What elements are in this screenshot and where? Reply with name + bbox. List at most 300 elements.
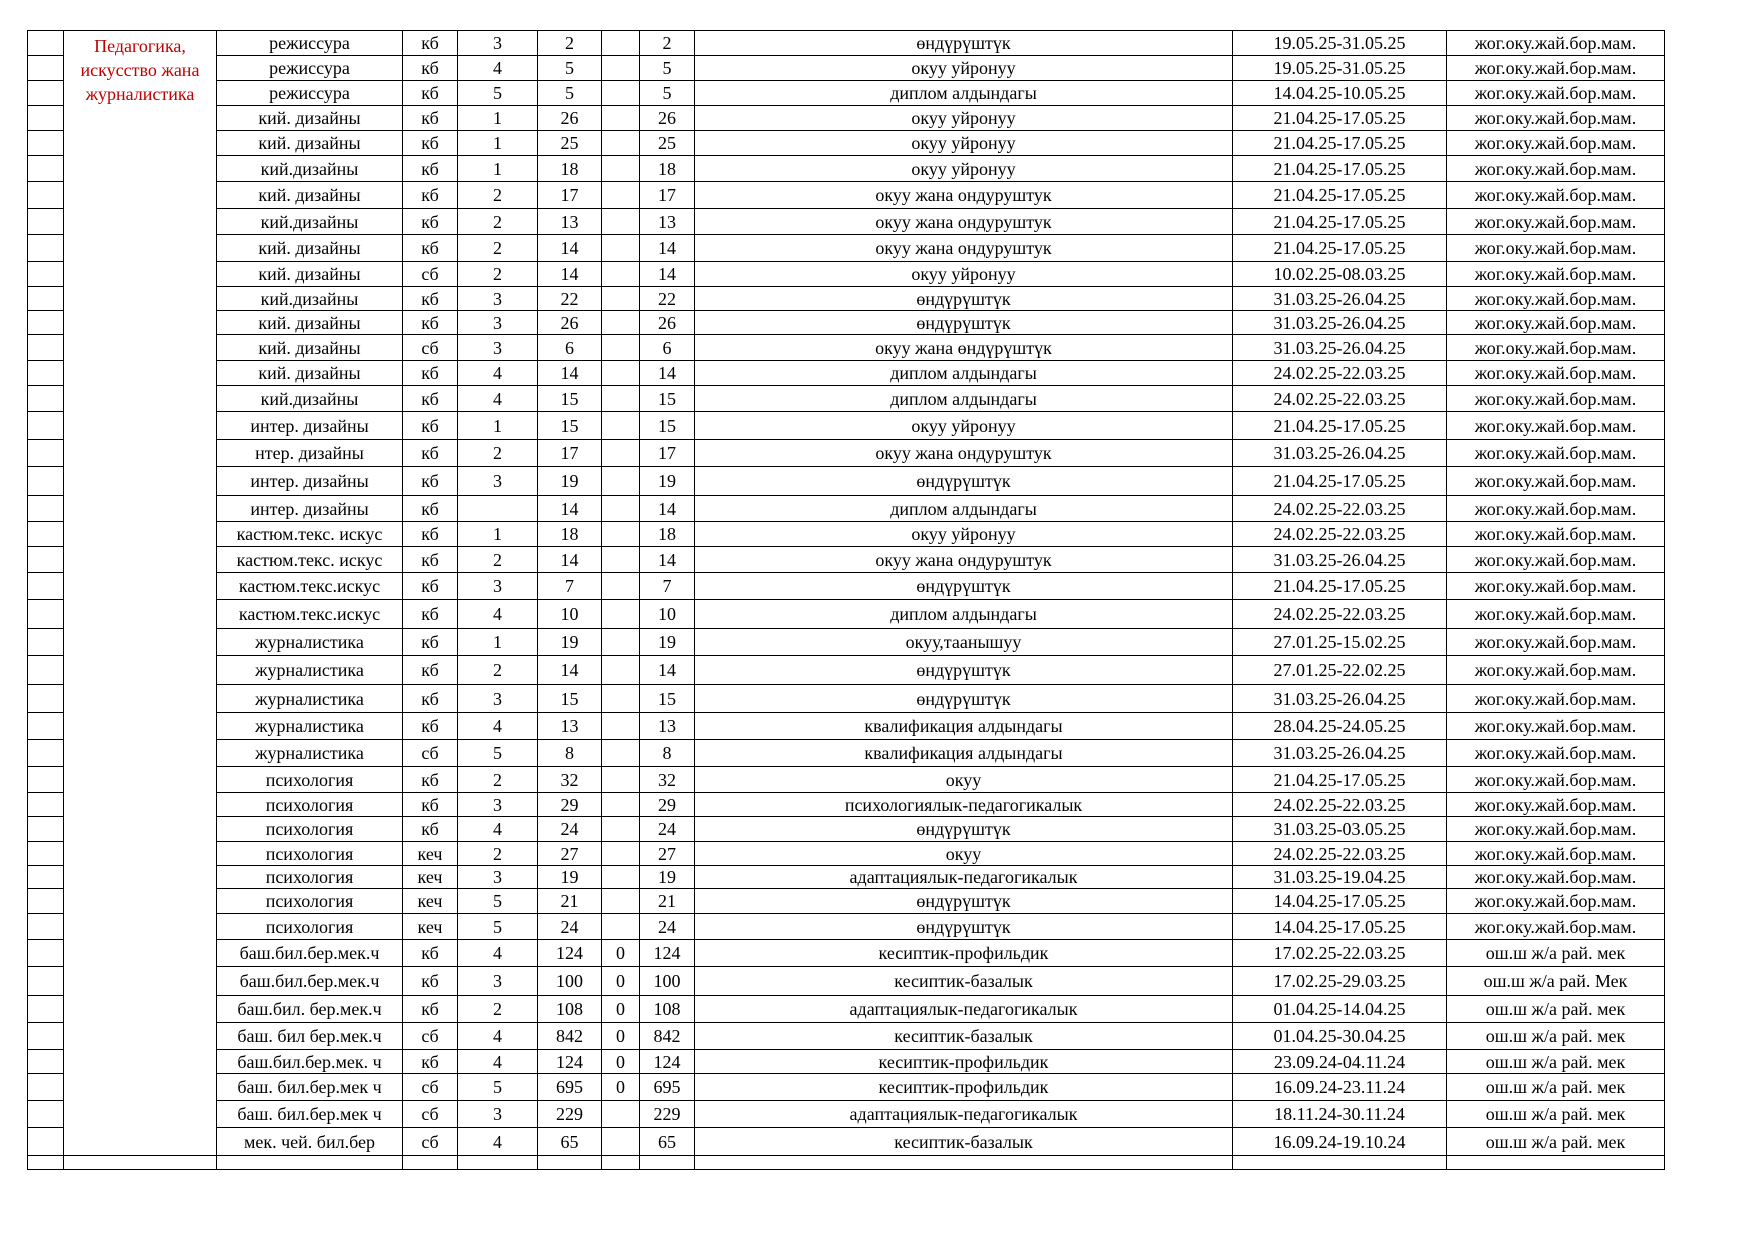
course-cell: 1 xyxy=(458,522,538,547)
row-number-cell xyxy=(28,817,64,842)
total-students-cell: 5 xyxy=(538,81,602,106)
student-count-cell: 842 xyxy=(640,1023,695,1050)
period-cell: 19.05.25-31.05.25 xyxy=(1233,31,1447,56)
place-cell: ош.ш ж/а рай. мек xyxy=(1447,940,1665,967)
practice-type-cell: өндүрүштүк xyxy=(695,817,1233,842)
student-count-cell: 29 xyxy=(640,793,695,817)
total-students-cell: 10 xyxy=(538,600,602,629)
course-cell: 1 xyxy=(458,412,538,440)
place-cell: жог.оку.жай.бор.мам. xyxy=(1447,656,1665,685)
period-cell: 31.03.25-26.04.25 xyxy=(1233,440,1447,467)
table-row xyxy=(28,1074,1665,1101)
total-students-cell: 19 xyxy=(538,467,602,496)
total-students-cell: 5 xyxy=(538,56,602,81)
row-number-cell xyxy=(28,793,64,817)
total-students-cell: 14 xyxy=(538,547,602,573)
study-form-cell: кб xyxy=(403,600,458,629)
student-count-cell: 26 xyxy=(640,106,695,131)
total-students-cell: 65 xyxy=(538,1128,602,1156)
practice-type-cell: окуу,таанышуу xyxy=(695,629,1233,656)
specialty-cell: кий. дизайны xyxy=(217,235,403,262)
place-cell: жог.оку.жай.бор.мам. xyxy=(1447,156,1665,182)
table-row xyxy=(28,56,1665,81)
total-students-cell: 695 xyxy=(538,1074,602,1101)
practice-type-cell: кесиптик-базалык xyxy=(695,967,1233,996)
total-students-cell: 14 xyxy=(538,361,602,386)
row-number-cell xyxy=(28,262,64,287)
row-number-cell xyxy=(28,235,64,262)
practice-type-cell: окуу уйронуу xyxy=(695,262,1233,287)
practice-type-cell: окуу уйронуу xyxy=(695,106,1233,131)
specialty-cell: кастюм.текс. искус xyxy=(217,522,403,547)
total-students-cell: 6 xyxy=(538,335,602,361)
table-row xyxy=(28,866,1665,889)
specialty-cell: кий.дизайны xyxy=(217,386,403,412)
student-count-cell: 19 xyxy=(640,467,695,496)
student-count-cell: 15 xyxy=(640,386,695,412)
student-count-cell: 19 xyxy=(640,866,695,889)
period-cell: 21.04.25-17.05.25 xyxy=(1233,209,1447,235)
table-row xyxy=(28,262,1665,287)
practice-type-cell: окуу жана ондуруштук xyxy=(695,209,1233,235)
practice-type-cell: өндүрүштүк xyxy=(695,573,1233,600)
period-cell: 24.02.25-22.03.25 xyxy=(1233,842,1447,866)
study-form-cell: кб xyxy=(403,967,458,996)
specialty-cell: психология xyxy=(217,866,403,889)
course-cell: 3 xyxy=(458,967,538,996)
period-cell: 27.01.25-15.02.25 xyxy=(1233,629,1447,656)
zero-cell xyxy=(602,740,640,767)
study-form-cell: кб xyxy=(403,440,458,467)
table-row xyxy=(28,311,1665,335)
table-row xyxy=(28,1023,1665,1050)
total-students-cell: 15 xyxy=(538,386,602,412)
row-number-cell xyxy=(28,311,64,335)
place-cell: жог.оку.жай.бор.мам. xyxy=(1447,496,1665,522)
study-form-cell: кб xyxy=(403,131,458,156)
total-students-cell: 13 xyxy=(538,209,602,235)
table-row xyxy=(28,81,1665,106)
row-number-cell xyxy=(28,866,64,889)
student-count-cell: 13 xyxy=(640,713,695,740)
specialty-cell: режиссура xyxy=(217,31,403,56)
period-cell: 17.02.25-22.03.25 xyxy=(1233,940,1447,967)
student-count-cell: 32 xyxy=(640,767,695,793)
specialty-cell: журналистика xyxy=(217,740,403,767)
table-row xyxy=(28,793,1665,817)
student-count-cell: 14 xyxy=(640,235,695,262)
practice-type-cell: окуу уйронуу xyxy=(695,56,1233,81)
practice-type-cell: квалификация алдындагы xyxy=(695,740,1233,767)
course-cell: 2 xyxy=(458,235,538,262)
practice-type-cell: окуу xyxy=(695,842,1233,866)
practice-type-cell: кесиптик-базалык xyxy=(695,1023,1233,1050)
study-form-cell: кб xyxy=(403,1050,458,1074)
study-form-cell: кб xyxy=(403,996,458,1023)
total-students-cell: 26 xyxy=(538,311,602,335)
period-cell: 01.04.25-14.04.25 xyxy=(1233,996,1447,1023)
specialty-cell: психология xyxy=(217,889,403,914)
row-number-cell xyxy=(28,467,64,496)
specialty-cell: баш. бил.бер.мек ч xyxy=(217,1101,403,1128)
course-cell: 5 xyxy=(458,81,538,106)
course-cell: 2 xyxy=(458,440,538,467)
study-form-cell: сб xyxy=(403,335,458,361)
student-count-cell: 6 xyxy=(640,335,695,361)
table-row xyxy=(28,967,1665,996)
course-cell: 5 xyxy=(458,740,538,767)
zero-cell: 0 xyxy=(602,967,640,996)
zero-cell xyxy=(602,31,640,56)
specialty-cell: психология xyxy=(217,793,403,817)
course-cell: 4 xyxy=(458,713,538,740)
zero-cell: 0 xyxy=(602,996,640,1023)
total-students-cell: 124 xyxy=(538,940,602,967)
study-form-cell: сб xyxy=(403,1128,458,1156)
practice-type-cell: кесиптик-профильдик xyxy=(695,940,1233,967)
practice-type-cell: окуу уйронуу xyxy=(695,522,1233,547)
practice-type-cell: адаптациялык-педагогикалык xyxy=(695,866,1233,889)
zero-cell: 0 xyxy=(602,1050,640,1074)
period-cell: 24.02.25-22.03.25 xyxy=(1233,496,1447,522)
table-row xyxy=(28,156,1665,182)
table-row xyxy=(28,600,1665,629)
practice-type-cell: кесиптик-профильдик xyxy=(695,1050,1233,1074)
course-cell: 4 xyxy=(458,56,538,81)
row-number-cell xyxy=(28,361,64,386)
practice-type-cell: диплом алдындагы xyxy=(695,600,1233,629)
period-cell: 14.04.25-17.05.25 xyxy=(1233,914,1447,940)
course-cell: 3 xyxy=(458,793,538,817)
student-count-cell: 7 xyxy=(640,573,695,600)
practice-type-cell: психологиялык-педагогикалык xyxy=(695,793,1233,817)
course-cell: 4 xyxy=(458,386,538,412)
table-row xyxy=(28,335,1665,361)
zero-cell: 0 xyxy=(602,940,640,967)
zero-cell xyxy=(602,56,640,81)
row-number-cell xyxy=(28,1023,64,1050)
study-form-cell: сб xyxy=(403,1101,458,1128)
total-students-cell: 18 xyxy=(538,522,602,547)
table-row xyxy=(28,440,1665,467)
place-cell: жог.оку.жай.бор.мам. xyxy=(1447,440,1665,467)
course-cell: 1 xyxy=(458,131,538,156)
period-cell: 31.03.25-26.04.25 xyxy=(1233,547,1447,573)
student-count-cell: 5 xyxy=(640,81,695,106)
study-form-cell: кб xyxy=(403,940,458,967)
total-students-cell: 100 xyxy=(538,967,602,996)
zero-cell xyxy=(602,496,640,522)
student-count-cell: 229 xyxy=(640,1101,695,1128)
specialty-cell: психология xyxy=(217,914,403,940)
practice-type-cell: диплом алдындагы xyxy=(695,496,1233,522)
place-cell: жог.оку.жай.бор.мам. xyxy=(1447,740,1665,767)
place-cell: жог.оку.жай.бор.мам. xyxy=(1447,547,1665,573)
study-form-cell: кб xyxy=(403,287,458,311)
period-cell: 31.03.25-26.04.25 xyxy=(1233,287,1447,311)
zero-cell xyxy=(602,1128,640,1156)
specialty-cell: кий.дизайны xyxy=(217,209,403,235)
practice-type-cell: диплом алдындагы xyxy=(695,81,1233,106)
period-cell: 31.03.25-26.04.25 xyxy=(1233,311,1447,335)
practice-type-cell: окуу xyxy=(695,767,1233,793)
zero-cell xyxy=(602,522,640,547)
period-cell: 21.04.25-17.05.25 xyxy=(1233,131,1447,156)
department-cell-empty xyxy=(64,1156,217,1170)
zero-cell xyxy=(602,182,640,209)
course-cell: 2 xyxy=(458,182,538,209)
row-number-cell xyxy=(28,967,64,996)
period-cell: 28.04.25-24.05.25 xyxy=(1233,713,1447,740)
course-cell: 2 xyxy=(458,842,538,866)
specialty-cell: кастюм.текс.искус xyxy=(217,600,403,629)
row-number-cell xyxy=(28,386,64,412)
row-number-cell xyxy=(28,522,64,547)
practice-type-cell: өндүрүштүк xyxy=(695,31,1233,56)
total-students-cell: 24 xyxy=(538,914,602,940)
student-count-cell: 24 xyxy=(640,817,695,842)
study-form-cell: кб xyxy=(403,573,458,600)
table-row xyxy=(28,685,1665,713)
place-cell: жог.оку.жай.бор.мам. xyxy=(1447,866,1665,889)
period-cell xyxy=(1233,1156,1447,1170)
place-cell: ош.ш ж/а рай. мек xyxy=(1447,1128,1665,1156)
student-count-cell: 14 xyxy=(640,262,695,287)
practice-type-cell: окуу жана өндүрүштүк xyxy=(695,335,1233,361)
course-cell: 3 xyxy=(458,287,538,311)
student-count-cell: 15 xyxy=(640,685,695,713)
total-students-cell: 14 xyxy=(538,235,602,262)
specialty-cell: кий. дизайны xyxy=(217,335,403,361)
course-cell: 2 xyxy=(458,996,538,1023)
specialty-cell xyxy=(217,1156,403,1170)
table-row xyxy=(28,940,1665,967)
practice-type-cell: кесиптик-базалык xyxy=(695,1128,1233,1156)
specialty-cell: режиссура xyxy=(217,81,403,106)
study-form-cell: кб xyxy=(403,412,458,440)
course-cell: 3 xyxy=(458,31,538,56)
total-students-cell: 108 xyxy=(538,996,602,1023)
period-cell: 24.02.25-22.03.25 xyxy=(1233,522,1447,547)
practice-type-cell: окуу жана ондуруштук xyxy=(695,547,1233,573)
zero-cell xyxy=(602,889,640,914)
specialty-cell: интер. дизайны xyxy=(217,496,403,522)
table-body xyxy=(28,31,1665,1170)
zero-cell xyxy=(602,131,640,156)
table-row xyxy=(28,817,1665,842)
zero-cell xyxy=(602,713,640,740)
place-cell: жог.оку.жай.бор.мам. xyxy=(1447,573,1665,600)
course-cell: 3 xyxy=(458,573,538,600)
row-number-cell xyxy=(28,335,64,361)
course-cell: 4 xyxy=(458,817,538,842)
study-form-cell: кб xyxy=(403,235,458,262)
study-form-cell: кб xyxy=(403,713,458,740)
study-form-cell: кб xyxy=(403,793,458,817)
place-cell: жог.оку.жай.бор.мам. xyxy=(1447,522,1665,547)
table-row xyxy=(28,767,1665,793)
row-number-cell xyxy=(28,209,64,235)
specialty-cell: кий.дизайны xyxy=(217,287,403,311)
practice-type-cell: окуу уйронуу xyxy=(695,412,1233,440)
place-cell: жог.оку.жай.бор.мам. xyxy=(1447,889,1665,914)
specialty-cell: баш. бил.бер.мек ч xyxy=(217,1074,403,1101)
period-cell: 16.09.24-19.10.24 xyxy=(1233,1128,1447,1156)
place-cell: ош.ш ж/а рай. мек xyxy=(1447,1050,1665,1074)
table-row xyxy=(28,713,1665,740)
course-cell: 3 xyxy=(458,335,538,361)
course-cell: 4 xyxy=(458,1050,538,1074)
period-cell: 24.02.25-22.03.25 xyxy=(1233,600,1447,629)
row-number-cell xyxy=(28,106,64,131)
table-row xyxy=(28,106,1665,131)
specialty-cell: баш.бил.бер.мек.ч xyxy=(217,967,403,996)
period-cell: 18.11.24-30.11.24 xyxy=(1233,1101,1447,1128)
place-cell: жог.оку.жай.бор.мам. xyxy=(1447,56,1665,81)
total-students-cell: 8 xyxy=(538,740,602,767)
zero-cell xyxy=(602,335,640,361)
place-cell xyxy=(1447,1156,1665,1170)
student-count-cell: 108 xyxy=(640,996,695,1023)
total-students-cell: 17 xyxy=(538,440,602,467)
row-number-cell xyxy=(28,685,64,713)
specialty-cell: баш.бил.бер.мек.ч xyxy=(217,940,403,967)
specialty-cell: кий. дизайны xyxy=(217,182,403,209)
specialty-cell: мек. чей. бил.бер xyxy=(217,1128,403,1156)
zero-cell xyxy=(602,600,640,629)
course-cell: 2 xyxy=(458,656,538,685)
row-number-cell xyxy=(28,156,64,182)
student-count-cell: 21 xyxy=(640,889,695,914)
place-cell: ош.ш ж/а рай. мек xyxy=(1447,1074,1665,1101)
study-form-cell: сб xyxy=(403,740,458,767)
total-students-cell: 14 xyxy=(538,262,602,287)
course-cell: 4 xyxy=(458,940,538,967)
specialty-cell: баш. бил бер.мек.ч xyxy=(217,1023,403,1050)
study-form-cell: кб xyxy=(403,817,458,842)
student-count-cell: 13 xyxy=(640,209,695,235)
study-form-cell xyxy=(403,1156,458,1170)
study-form-cell: кб xyxy=(403,81,458,106)
student-count-cell: 15 xyxy=(640,412,695,440)
course-cell: 2 xyxy=(458,547,538,573)
course-cell: 2 xyxy=(458,209,538,235)
place-cell: жог.оку.жай.бор.мам. xyxy=(1447,131,1665,156)
zero-cell xyxy=(602,287,640,311)
period-cell: 31.03.25-26.04.25 xyxy=(1233,685,1447,713)
total-students-cell: 32 xyxy=(538,767,602,793)
course-cell: 4 xyxy=(458,361,538,386)
total-students-cell: 15 xyxy=(538,685,602,713)
period-cell: 23.09.24-04.11.24 xyxy=(1233,1050,1447,1074)
course-cell: 1 xyxy=(458,629,538,656)
place-cell: жог.оку.жай.бор.мам. xyxy=(1447,335,1665,361)
practice-type-cell: диплом алдындагы xyxy=(695,386,1233,412)
place-cell: жог.оку.жай.бор.мам. xyxy=(1447,81,1665,106)
practice-schedule-table xyxy=(27,30,1665,1170)
total-students-cell: 22 xyxy=(538,287,602,311)
place-cell: жог.оку.жай.бор.мам. xyxy=(1447,467,1665,496)
period-cell: 24.02.25-22.03.25 xyxy=(1233,793,1447,817)
place-cell: жог.оку.жай.бор.мам. xyxy=(1447,262,1665,287)
practice-type-cell: диплом алдындагы xyxy=(695,361,1233,386)
period-cell: 19.05.25-31.05.25 xyxy=(1233,56,1447,81)
specialty-cell: кий. дизайны xyxy=(217,262,403,287)
row-number-cell xyxy=(28,600,64,629)
row-number-cell xyxy=(28,31,64,56)
zero-cell xyxy=(602,1156,640,1170)
period-cell: 31.03.25-26.04.25 xyxy=(1233,335,1447,361)
student-count-cell: 17 xyxy=(640,440,695,467)
practice-type-cell: окуу жана ондуруштук xyxy=(695,235,1233,262)
specialty-cell: кий. дизайны xyxy=(217,311,403,335)
student-count-cell: 14 xyxy=(640,496,695,522)
table-row xyxy=(28,287,1665,311)
period-cell: 21.04.25-17.05.25 xyxy=(1233,106,1447,131)
total-students-cell: 7 xyxy=(538,573,602,600)
period-cell: 17.02.25-29.03.25 xyxy=(1233,967,1447,996)
course-cell: 3 xyxy=(458,866,538,889)
practice-type-cell: өндүрүштүк xyxy=(695,287,1233,311)
practice-type-cell: адаптациялык-педагогикалык xyxy=(695,996,1233,1023)
row-number-cell xyxy=(28,713,64,740)
row-number-cell xyxy=(28,629,64,656)
student-count-cell: 18 xyxy=(640,156,695,182)
table-row xyxy=(28,386,1665,412)
period-cell: 21.04.25-17.05.25 xyxy=(1233,182,1447,209)
zero-cell xyxy=(602,547,640,573)
total-students-cell: 229 xyxy=(538,1101,602,1128)
student-count-cell: 695 xyxy=(640,1074,695,1101)
total-students-cell: 14 xyxy=(538,656,602,685)
specialty-cell: журналистика xyxy=(217,656,403,685)
row-number-cell xyxy=(28,1156,64,1170)
zero-cell xyxy=(602,440,640,467)
practice-type-cell: өндүрүштүк xyxy=(695,889,1233,914)
zero-cell xyxy=(602,235,640,262)
study-form-cell: кб xyxy=(403,656,458,685)
course-cell: 2 xyxy=(458,767,538,793)
row-number-cell xyxy=(28,496,64,522)
row-number-cell xyxy=(28,740,64,767)
table-row xyxy=(28,467,1665,496)
student-count-cell: 14 xyxy=(640,547,695,573)
course-cell: 4 xyxy=(458,1128,538,1156)
course-cell: 4 xyxy=(458,600,538,629)
study-form-cell: кб xyxy=(403,31,458,56)
student-count-cell: 2 xyxy=(640,31,695,56)
student-count-cell xyxy=(640,1156,695,1170)
course-cell: 3 xyxy=(458,467,538,496)
practice-type-cell: өндүрүштүк xyxy=(695,685,1233,713)
table-row xyxy=(28,412,1665,440)
row-number-cell xyxy=(28,940,64,967)
zero-cell xyxy=(602,767,640,793)
course-cell xyxy=(458,496,538,522)
total-students-cell xyxy=(538,1156,602,1170)
study-form-cell: кеч xyxy=(403,842,458,866)
study-form-cell: кб xyxy=(403,767,458,793)
study-form-cell: кб xyxy=(403,386,458,412)
zero-cell xyxy=(602,386,640,412)
practice-type-cell: квалификация алдындагы xyxy=(695,713,1233,740)
row-number-cell xyxy=(28,842,64,866)
specialty-cell: журналистика xyxy=(217,685,403,713)
course-cell xyxy=(458,1156,538,1170)
specialty-cell: интер. дизайны xyxy=(217,467,403,496)
row-number-cell xyxy=(28,547,64,573)
table-row xyxy=(28,1050,1665,1074)
